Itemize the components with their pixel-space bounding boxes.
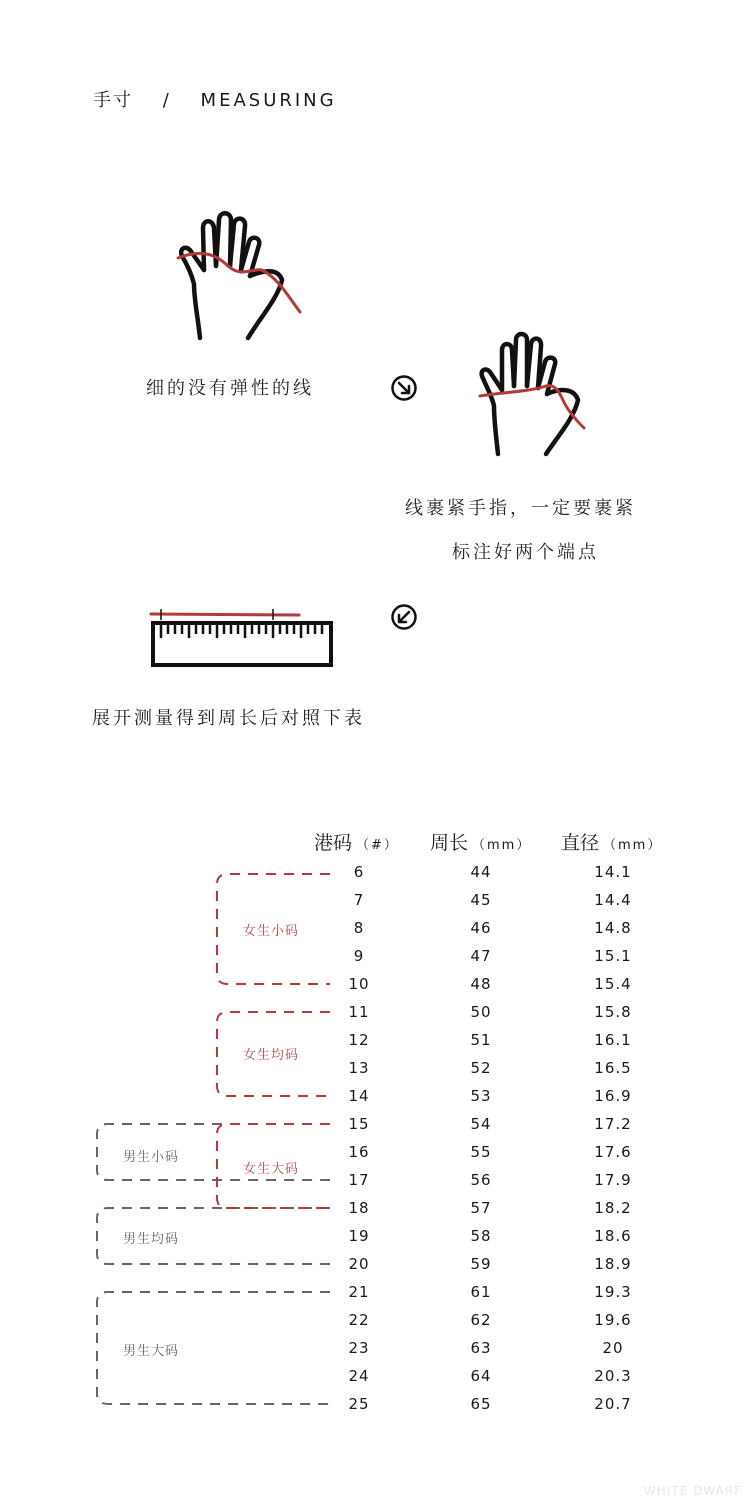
circumference-cell: 64 bbox=[470, 1367, 492, 1385]
size-cell: 6 bbox=[353, 863, 365, 881]
circumference-cell: 58 bbox=[470, 1227, 492, 1245]
header-diameter: 直径 （mm） bbox=[561, 832, 663, 854]
title-en: MEASURING bbox=[200, 90, 337, 111]
diameter-cell: 18.2 bbox=[594, 1199, 632, 1217]
circumference-cell: 45 bbox=[470, 891, 492, 909]
diameter-cell: 20.7 bbox=[594, 1395, 632, 1413]
circumference-cell: 54 bbox=[470, 1115, 492, 1133]
diameter-cell: 16.9 bbox=[594, 1087, 632, 1105]
size-cell: 12 bbox=[348, 1031, 370, 1049]
diameter-cell: 18.9 bbox=[594, 1255, 632, 1273]
diameter-cell: 17.9 bbox=[594, 1171, 632, 1189]
size-cell: 16 bbox=[348, 1143, 370, 1161]
size-cell: 18 bbox=[348, 1199, 370, 1217]
diameter-cell: 19.3 bbox=[594, 1283, 632, 1301]
title-separator: / bbox=[162, 90, 171, 111]
size-cell: 9 bbox=[353, 947, 365, 965]
header-circumference: 周长 （mm） bbox=[430, 832, 532, 854]
size-cell: 22 bbox=[348, 1311, 370, 1329]
size-cell: 11 bbox=[348, 1003, 370, 1021]
size-cell: 25 bbox=[348, 1395, 370, 1413]
circumference-cell: 46 bbox=[470, 919, 492, 937]
diameter-cell: 17.2 bbox=[594, 1115, 632, 1133]
group-label-female-medium: 女生均码 bbox=[243, 1048, 300, 1063]
circumference-cell: 56 bbox=[470, 1171, 492, 1189]
size-cell: 15 bbox=[348, 1115, 370, 1133]
circumference-cell: 52 bbox=[470, 1059, 492, 1077]
circumference-cell: 44 bbox=[470, 863, 492, 881]
diameter-cell: 16.5 bbox=[594, 1059, 632, 1077]
diameter-cell: 18.6 bbox=[594, 1227, 632, 1245]
diameter-cell: 14.1 bbox=[594, 863, 632, 881]
step2-caption: 线裹紧手指，一定要裹紧 bbox=[405, 498, 636, 519]
diameter-cell: 14.4 bbox=[594, 891, 632, 909]
diameter-cell: 16.1 bbox=[594, 1031, 632, 1049]
step3-caption: 标注好两个端点 bbox=[452, 542, 599, 563]
group-label-male-small: 男生小码 bbox=[123, 1150, 180, 1165]
size-cell: 10 bbox=[348, 975, 370, 993]
diameter-cell: 15.1 bbox=[594, 947, 632, 965]
size-cell: 21 bbox=[348, 1283, 370, 1301]
size-cell: 23 bbox=[348, 1339, 370, 1357]
circumference-cell: 63 bbox=[470, 1339, 492, 1357]
step1-caption: 细的没有弹性的线 bbox=[146, 378, 314, 399]
header-hk-size: 港码 （#） bbox=[314, 832, 399, 854]
size-cell: 20 bbox=[348, 1255, 370, 1273]
group-label-male-medium: 男生均码 bbox=[123, 1232, 180, 1247]
circumference-cell: 59 bbox=[470, 1255, 492, 1273]
step4-caption: 展开测量得到周长后对照下表 bbox=[92, 708, 365, 729]
circumference-cell: 61 bbox=[470, 1283, 492, 1301]
diameter-cell: 15.4 bbox=[594, 975, 632, 993]
group-label-female-large: 女生大码 bbox=[243, 1162, 300, 1177]
circumference-cell: 55 bbox=[470, 1143, 492, 1161]
diameter-cell: 20.3 bbox=[594, 1367, 632, 1385]
diameter-cell: 19.6 bbox=[594, 1311, 632, 1329]
circumference-cell: 53 bbox=[470, 1087, 492, 1105]
size-cell: 24 bbox=[348, 1367, 370, 1385]
size-cell: 7 bbox=[353, 891, 365, 909]
diameter-cell: 17.6 bbox=[594, 1143, 632, 1161]
circumference-cell: 51 bbox=[470, 1031, 492, 1049]
group-label-male-large: 男生大码 bbox=[123, 1344, 180, 1359]
diameter-cell: 14.8 bbox=[594, 919, 632, 937]
circumference-cell: 50 bbox=[470, 1003, 492, 1021]
circumference-cell: 47 bbox=[470, 947, 492, 965]
title-cn: 手寸 bbox=[93, 90, 133, 111]
group-label-female-small: 女生小码 bbox=[243, 924, 300, 939]
circumference-cell: 62 bbox=[470, 1311, 492, 1329]
diameter-cell: 15.8 bbox=[594, 1003, 632, 1021]
circumference-cell: 57 bbox=[470, 1199, 492, 1217]
circumference-cell: 65 bbox=[470, 1395, 492, 1413]
circumference-cell: 48 bbox=[470, 975, 492, 993]
size-cell: 13 bbox=[348, 1059, 370, 1077]
size-cell: 14 bbox=[348, 1087, 370, 1105]
size-cell: 19 bbox=[348, 1227, 370, 1245]
size-cell: 17 bbox=[348, 1171, 370, 1189]
diameter-cell: 20 bbox=[602, 1339, 624, 1357]
size-cell: 8 bbox=[353, 919, 365, 937]
watermark: WHITE DWARF bbox=[643, 1484, 742, 1498]
